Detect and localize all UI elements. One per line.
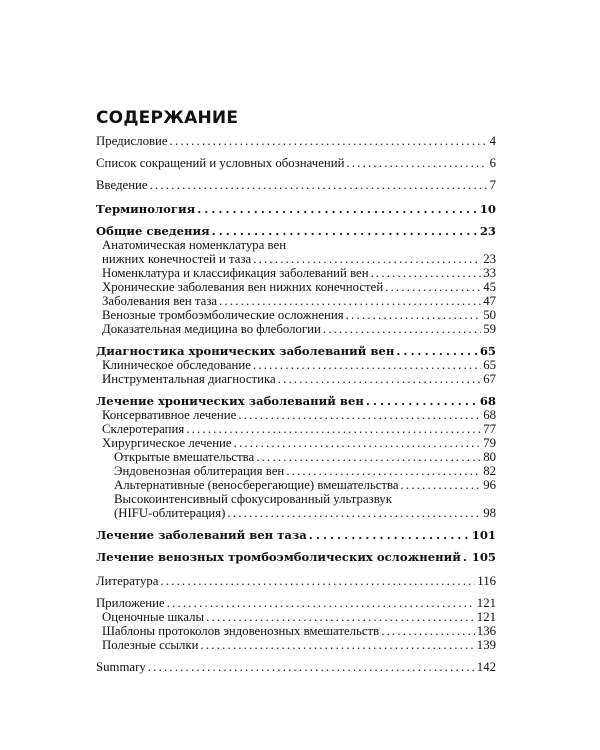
toc-entry-page: 65 — [483, 358, 496, 372]
dot-leader — [200, 638, 474, 652]
dot-leader — [253, 252, 481, 266]
dot-leader — [227, 506, 481, 520]
table-of-contents — [96, 134, 496, 674]
dot-leader — [346, 156, 487, 170]
dot-leader — [253, 358, 481, 372]
toc-title: СОДЕРЖАНИЕ — [96, 108, 239, 128]
toc-entry-evidence-medicine[interactable] — [96, 322, 496, 336]
toc-entry-anatomical-nomenclature[interactable] — [96, 238, 496, 252]
toc-entry-label: Оценочные шкалы — [102, 610, 205, 624]
dot-leader — [323, 322, 481, 336]
toc-entry-page: 98 — [483, 506, 496, 520]
toc-entry-literature[interactable] — [96, 574, 496, 588]
toc-entry-label: Хирургическое лечение — [102, 436, 232, 450]
toc-entry-label: Доказательная медицина во флебологии — [102, 322, 321, 336]
toc-entry-label: Общие сведения — [96, 224, 210, 238]
toc-entry-label: Шаблоны протоколов эндовенозных вмешательств — [102, 624, 380, 638]
toc-entry-pelvic-treatment[interactable] — [96, 528, 496, 542]
toc-entry-instrumental-diagnostics[interactable] — [96, 372, 496, 386]
toc-entry-page: 68 — [479, 394, 496, 408]
toc-entry-endovenous-obliteration[interactable] — [96, 464, 496, 478]
toc-entry-page: 7 — [489, 178, 496, 192]
toc-entry-label: Предисловие — [96, 134, 168, 148]
dot-leader — [197, 202, 478, 216]
toc-entry-page: 10 — [479, 202, 496, 216]
toc-entry-page: 47 — [483, 294, 496, 308]
toc-entry-vte[interactable] — [96, 308, 496, 322]
dot-leader — [160, 574, 475, 588]
toc-entry-summary[interactable] — [96, 660, 496, 674]
toc-entry-page: 121 — [476, 596, 496, 610]
dot-leader — [371, 266, 482, 280]
toc-entry-label: Высокоинтенсивный сфокусированный ультразвук — [114, 492, 392, 506]
toc-entry-label: Инструментальная диагностика — [102, 372, 276, 386]
toc-entry-label: Консервативное лечение — [102, 408, 237, 422]
toc-entry-label: Список сокращений и условных обозначений — [96, 156, 345, 170]
toc-entry-chronic-diseases[interactable] — [96, 280, 496, 294]
toc-entry-page: 121 — [476, 610, 496, 624]
toc-entry-vte-treatment[interactable] — [96, 550, 496, 564]
dot-leader — [150, 178, 488, 192]
toc-entry-page: 82 — [483, 464, 496, 478]
toc-entry-surgical[interactable] — [96, 436, 496, 450]
toc-entry-page: 116 — [477, 574, 496, 588]
toc-entry-abbreviations[interactable] — [96, 156, 496, 170]
dot-leader — [256, 450, 481, 464]
dot-leader — [278, 372, 482, 386]
toc-entry-scales[interactable] — [96, 610, 496, 624]
toc-entry-label: нижних конечностей и таза — [102, 252, 252, 266]
toc-entry-page: 77 — [483, 422, 496, 436]
toc-entry-conservative[interactable] — [96, 408, 496, 422]
toc-entry-label: Лечение заболеваний вен таза — [96, 528, 307, 542]
toc-entry-page: 23 — [479, 224, 496, 238]
toc-entry-pelvic-veins[interactable] — [96, 294, 496, 308]
toc-entry-label: Литература — [96, 574, 159, 588]
toc-entry-hifu-cont[interactable] — [96, 506, 496, 520]
toc-entry-useful-links[interactable] — [96, 638, 496, 652]
dot-leader — [286, 464, 481, 478]
toc-entry-page: 23 — [483, 252, 496, 266]
toc-entry-page: 50 — [483, 308, 496, 322]
toc-entry-label: Анатомическая номенклатура вен — [102, 238, 287, 252]
toc-entry-page: 96 — [483, 478, 496, 492]
toc-entry-label: Хронические заболевания вен нижних конечностей — [102, 280, 384, 294]
toc-entry-page: 136 — [476, 624, 496, 638]
toc-entry-diagnostics[interactable] — [96, 344, 496, 358]
toc-entry-protocol-templates[interactable] — [96, 624, 496, 638]
toc-entry-page: 33 — [483, 266, 496, 280]
dot-leader — [396, 344, 478, 358]
toc-entry-open-interventions[interactable] — [96, 450, 496, 464]
toc-entry-page: 68 — [483, 408, 496, 422]
toc-entry-label: Лечение венозных тромбоэмболических осложнений — [96, 550, 461, 564]
toc-entry-alternative-interventions[interactable] — [96, 478, 496, 492]
dot-leader — [219, 294, 481, 308]
toc-entry-general-info[interactable] — [96, 224, 496, 238]
toc-entry-classification[interactable] — [96, 266, 496, 280]
toc-entry-label: Венозные тромбоэмболические осложнения — [102, 308, 344, 322]
toc-entry-page: 79 — [483, 436, 496, 450]
toc-entry-preface[interactable] — [96, 134, 496, 148]
dot-leader — [212, 224, 478, 238]
toc-entry-appendix[interactable] — [96, 596, 496, 610]
toc-entry-label: Полезные ссылки — [102, 638, 199, 652]
toc-entry-label: Эндовенозная облитерация вен — [114, 464, 285, 478]
dot-leader — [385, 280, 481, 294]
toc-entry-label: Заболевания вен таза — [102, 294, 218, 308]
toc-entry-page: 101 — [471, 528, 496, 542]
toc-entry-label: Лечение хронических заболеваний вен — [96, 394, 364, 408]
toc-entry-page: 4 — [489, 134, 496, 148]
dot-leader — [238, 408, 481, 422]
toc-entry-clinical-exam[interactable] — [96, 358, 496, 372]
toc-entry-treatment-chronic[interactable] — [96, 394, 496, 408]
toc-entry-label: Открытые вмешательства — [114, 450, 255, 464]
dot-leader — [167, 596, 475, 610]
toc-entry-label: Терминология — [96, 202, 196, 216]
toc-entry-introduction[interactable] — [96, 178, 496, 192]
toc-entry-page: 59 — [483, 322, 496, 336]
dot-leader — [401, 478, 482, 492]
toc-entry-page: 45 — [483, 280, 496, 294]
toc-entry-label: (HIFU-облитерация) — [114, 506, 226, 520]
toc-entry-hifu[interactable] — [96, 492, 496, 506]
toc-entry-page: 139 — [476, 638, 496, 652]
toc-entry-page: 80 — [483, 450, 496, 464]
toc-entry-terminology[interactable] — [96, 202, 496, 216]
dot-leader — [463, 550, 470, 564]
toc-entry-page: 105 — [471, 550, 496, 564]
dot-leader — [234, 436, 482, 450]
toc-entry-label: Введение — [96, 178, 148, 192]
toc-entry-page: 65 — [479, 344, 496, 358]
toc-entry-label: Summary — [96, 660, 146, 674]
dot-leader — [309, 528, 470, 542]
toc-entry-label: Номенклатура и классификация заболеваний вен — [102, 266, 369, 280]
toc-entry-page: 142 — [476, 660, 496, 674]
toc-entry-label: Альтернативные (веносберегающие) вмешательства — [114, 478, 399, 492]
dot-leader — [206, 610, 475, 624]
dot-leader — [186, 422, 481, 436]
toc-entry-page: 67 — [483, 372, 496, 386]
toc-entry-label: Склеротерапия — [102, 422, 185, 436]
dot-leader — [170, 134, 488, 148]
dot-leader — [366, 394, 478, 408]
toc-entry-anatomical-nomenclature-cont[interactable] — [96, 252, 496, 266]
toc-entry-sclerotherapy[interactable] — [96, 422, 496, 436]
dot-leader — [346, 308, 482, 322]
toc-entry-label: Приложение — [96, 596, 165, 610]
toc-entry-label: Клиническое обследование — [102, 358, 251, 372]
dot-leader — [381, 624, 475, 638]
toc-entry-label: Диагностика хронических заболеваний вен — [96, 344, 395, 358]
dot-leader — [148, 660, 475, 674]
toc-entry-page: 6 — [489, 156, 496, 170]
